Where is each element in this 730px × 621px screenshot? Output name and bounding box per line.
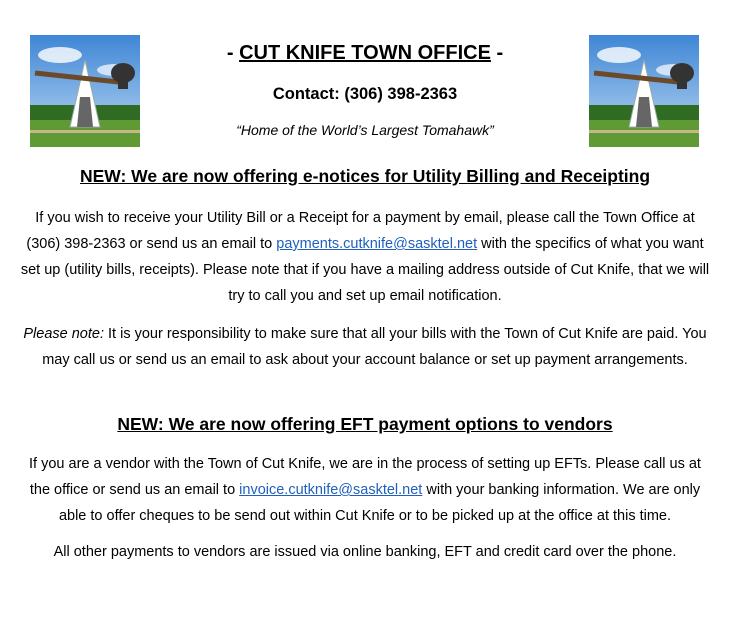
- eft-paragraph: [20, 451, 710, 529]
- section-heading-eft: NEW: We are now offering EFT payment options to vendors: [117, 414, 613, 434]
- enotices-paragraph: [20, 205, 710, 309]
- contact-phone: Contact: (306) 398-2363: [272, 85, 458, 103]
- tomahawk-photo-right: [589, 35, 699, 147]
- note-paragraph: [20, 321, 710, 373]
- other-payments-paragraph: All other payments to vendors are issued via online banking, EFT and credit card over the phone.: [53, 544, 677, 560]
- section-enotices: [20, 164, 710, 373]
- document-header: [140, 40, 590, 140]
- tomahawk-monument-illustration: [589, 35, 699, 147]
- section-heading-enotices: NEW: We are now offering e-notices for Utility Billing and Receipting: [79, 166, 651, 186]
- note-text: It is your responsibility to make sure that all your bills with the Town of Cut Knife are paid. You may call us or send us an email to ask about your account balance or set up payment arrangements.: [42, 326, 707, 368]
- tagline: “Home of the World’s Largest Tomahawk”: [236, 122, 494, 138]
- page-title: [140, 40, 590, 66]
- eft-text-b: with your banking information. We are only able to offer cheques to be send out within Cut Knife or to be picked up at the office at this time.: [58, 482, 701, 524]
- title-suffix: -: [490, 42, 504, 64]
- title-text: CUT KNIFE TOWN OFFICE: [239, 42, 491, 64]
- eft-text-a: If you are a vendor with the Town of Cut Knife, we are in the process of setting up EFTs. Please call us at the office or send us an email to: [29, 456, 701, 498]
- title-prefix: -: [226, 42, 240, 64]
- invoice-email-link[interactable]: invoice.cutknife@sasktel.net: [239, 482, 423, 498]
- payments-email-link[interactable]: payments.cutknife@sasktel.net: [276, 236, 478, 252]
- tomahawk-monument-illustration: [30, 35, 140, 147]
- note-label: Please note:: [23, 326, 104, 342]
- section-eft: [20, 412, 710, 565]
- enotices-text-a: If you wish to receive your Utility Bill or a Receipt for a payment by email, please call the Town Office at (306) 398-2363 or send us an email to: [26, 210, 695, 252]
- enotices-text-b: with the specifics of what you want set up (utility bills, receipts). Please note that if you have a mailing address outside of Cut Knife, that we will try to call you and set up email notification.: [20, 236, 710, 304]
- tomahawk-photo-left: [30, 35, 140, 147]
